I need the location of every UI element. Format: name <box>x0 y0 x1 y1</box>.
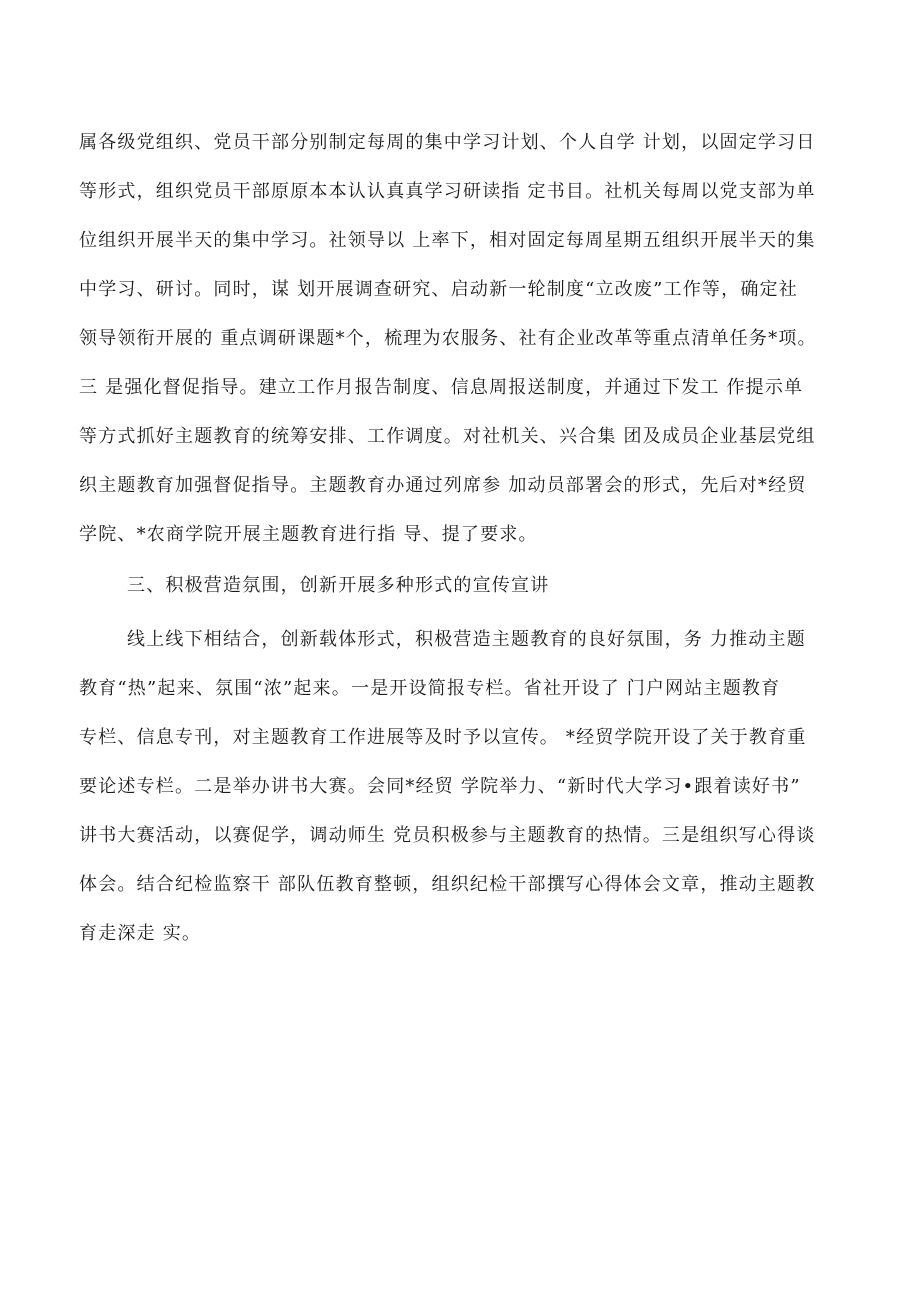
paragraph-1-line: 三 是强化督促指导。建立工作月报告制度、信息周报送制度，并通过下发工 作提示单 <box>79 377 804 398</box>
paragraph-1-line: 织主题教育加强督促指导。主题教育办通过列席参 加动员部署会的形式，先后对*经贸 <box>79 475 807 496</box>
paragraph-1-line: 属各级党组织、党员干部分别制定每周的集中学习计划、个人自学 计划，以固定学习日 <box>79 132 816 153</box>
paragraph-2-line: 教育“热”起来、氛围“浓”起来。一是开设简报专栏。省社开设了 门户网站主题教育 <box>79 678 781 699</box>
paragraph-2-line: 讲书大赛活动，以赛促学，调动师生 党员积极参与主题教育的热情。三是组织写心得谈 <box>79 825 816 846</box>
paragraph-1-line: 位组织开展半天的集中学习。社领导以 上率下，相对固定每周星期五组织开展半天的集 <box>79 230 816 251</box>
paragraph-1-line: 中学习、研讨。同时，谋 划开展调查研究、启动新一轮制度“立改废”工作等，确定社 <box>79 279 798 300</box>
paragraph-2-line: 体会。结合纪检监察干 部队伍教育整顿，组织纪检干部撰写心得体会文章，推动主题教 <box>79 874 816 895</box>
paragraph-2-line: 专栏、信息专刊，对主题教育工作进展等及时予以宣传。 *经贸学院开设了关于教育重 <box>79 727 807 748</box>
paragraph-1-line: 等形式，组织党员干部原原本本认认真真学习研读指 定书目。社机关每周以党支部为单 <box>79 181 816 202</box>
paragraph-1-line: 等方式抓好主题教育的统筹安排、工作调度。对社机关、兴合集 团及成员企业基层党组 <box>79 426 816 447</box>
paragraph-1-line: 领导领衔开展的 重点调研课题*个，梳理为农服务、社有企业改革等重点清单任务*项。 <box>79 328 817 349</box>
section-heading: 三、积极营造氛围，创新开展多种形式的宣传宣讲 <box>127 575 550 596</box>
paragraph-1-line: 学院、*农商学院开展主题教育进行指 导、提了要求。 <box>79 524 538 545</box>
paragraph-2-line: 要论述专栏。二是举办讲书大赛。会同*经贸 学院举力、“新时代大学习•跟着读好书” <box>79 776 801 797</box>
paragraph-2-line: 育走深走 实。 <box>79 923 202 944</box>
paragraph-2-line: 线上线下相结合，创新载体形式，积极营造主题教育的良好氛围，务 力推动主题 <box>127 629 806 650</box>
